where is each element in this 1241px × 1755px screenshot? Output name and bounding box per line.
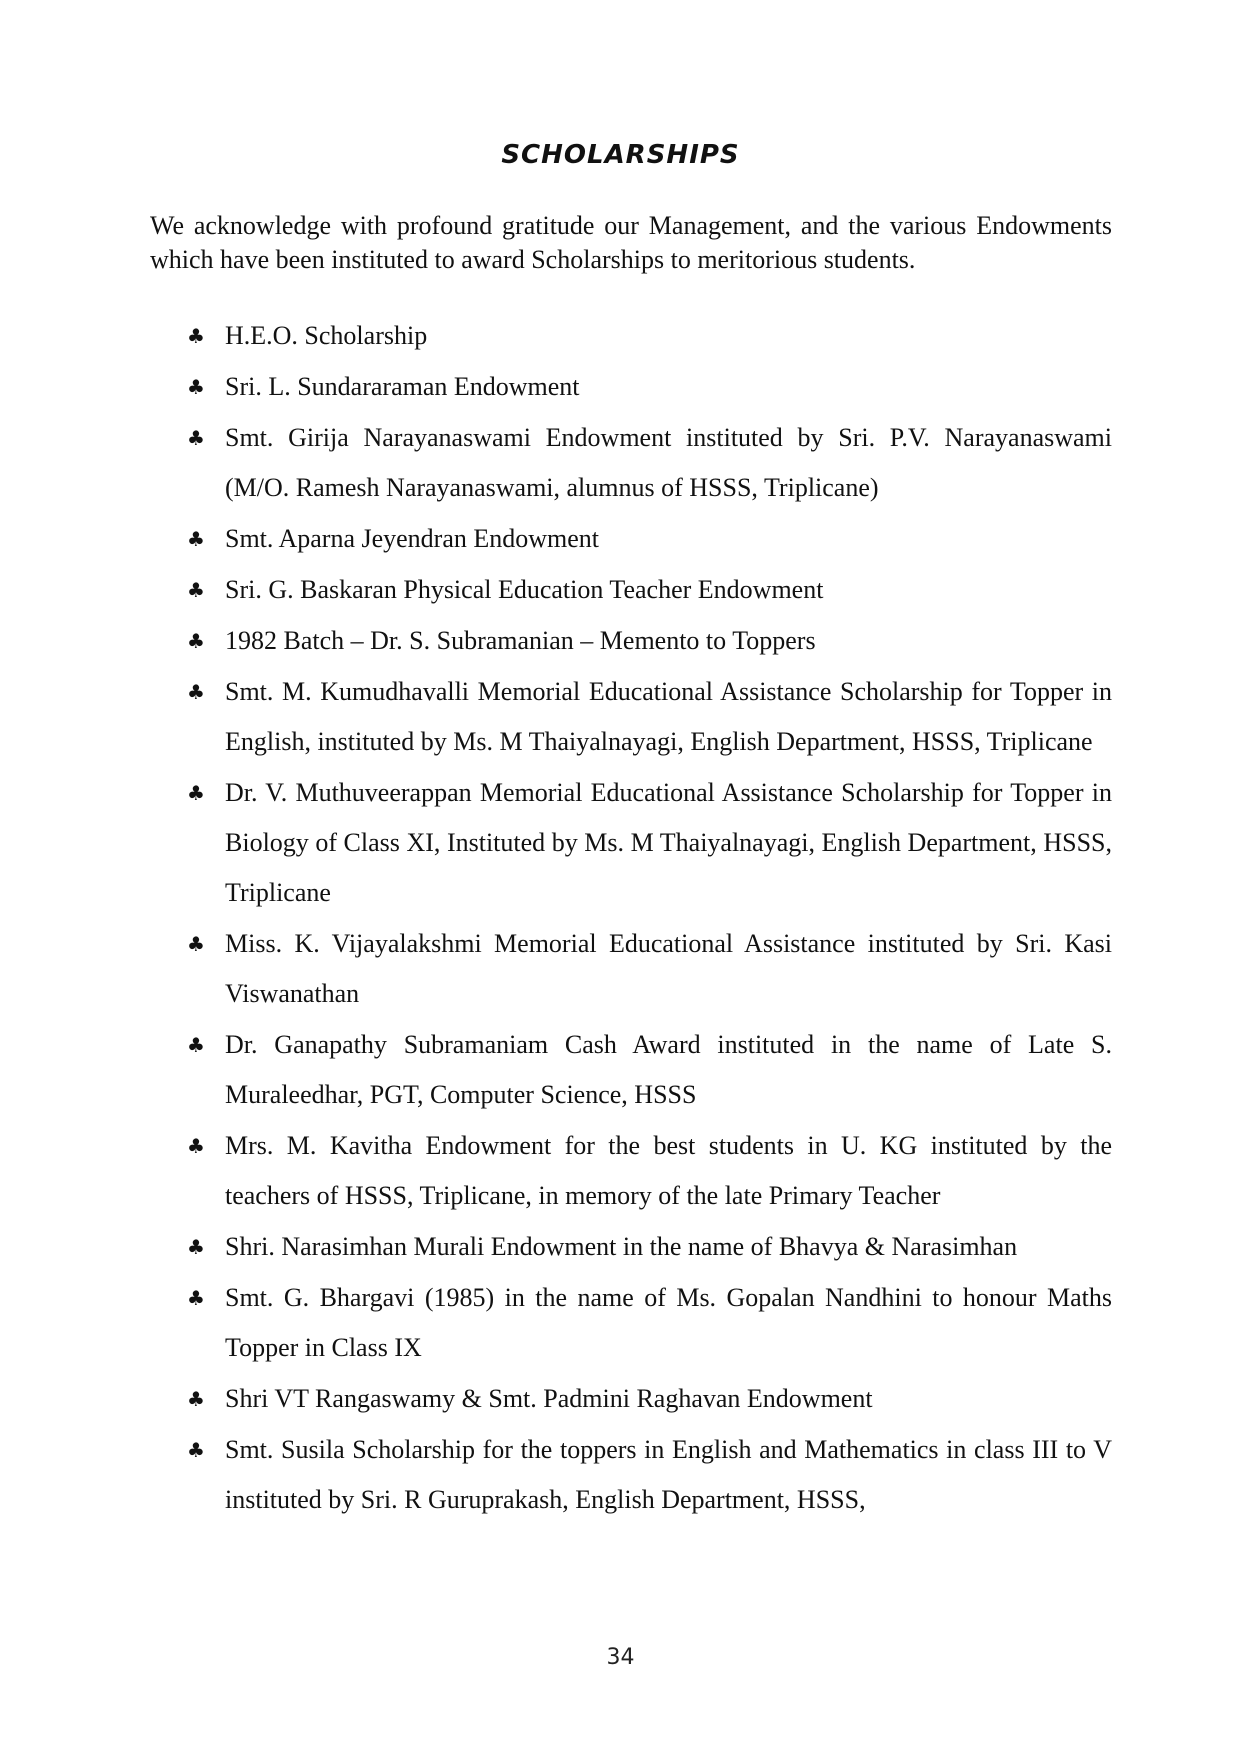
club-suit-icon: ♣ bbox=[187, 629, 205, 653]
list-item-text: 1982 Batch – Dr. S. Subramanian – Memento to Toppers bbox=[225, 626, 816, 655]
list-item-text: Smt. M. Kumudhavalli Memorial Educational Assistance Scholarship for Topper in English, instituted by Ms. M Thaiyalnayagi, English Department, HSSS, Triplicane bbox=[225, 677, 1112, 756]
intro-paragraph: We acknowledge with profound gratitude our Management, and the various Endowments which have been instituted to award Scholarships to meritorious students. bbox=[150, 211, 1112, 274]
club-suit-icon: ♣ bbox=[187, 1134, 205, 1158]
list-item-text: Smt. Girija Narayanaswami Endowment instituted by Sri. P.V. Narayanaswami (M/O. Ramesh Narayanaswami, alumnus of HSSS, Triplicane) bbox=[225, 423, 1112, 502]
club-suit-icon: ♣ bbox=[187, 426, 205, 450]
list-item bbox=[150, 362, 1112, 412]
list-item bbox=[150, 768, 1112, 918]
club-suit-icon: ♣ bbox=[187, 680, 205, 704]
club-suit-icon: ♣ bbox=[187, 1033, 205, 1057]
club-suit-icon: ♣ bbox=[187, 375, 205, 399]
list-item bbox=[150, 1222, 1112, 1272]
list-item-text: H.E.O. Scholarship bbox=[225, 321, 428, 350]
list-item bbox=[150, 311, 1112, 361]
club-suit-icon: ♣ bbox=[187, 1286, 205, 1310]
list-item-text: Dr. Ganapathy Subramaniam Cash Award instituted in the name of Late S. Muraleedhar, PGT, Computer Science, HSSS bbox=[225, 1030, 1112, 1109]
club-suit-icon: ♣ bbox=[187, 527, 205, 551]
list-item bbox=[150, 1425, 1112, 1525]
list-item bbox=[150, 514, 1112, 564]
club-suit-icon: ♣ bbox=[187, 1438, 205, 1462]
page-number: 34 bbox=[606, 1645, 635, 1670]
club-suit-icon: ♣ bbox=[187, 932, 205, 956]
club-suit-icon: ♣ bbox=[187, 781, 205, 805]
scholarship-list bbox=[150, 311, 1112, 1526]
list-item-text: Dr. V. Muthuveerappan Memorial Educational Assistance Scholarship for Topper in Biology of Class XI, Instituted by Ms. M Thaiyalnayagi, English Department, HSSS, Triplicane bbox=[225, 778, 1112, 907]
page-title: SCHOLARSHIPS bbox=[501, 140, 740, 170]
club-suit-icon: ♣ bbox=[187, 1387, 205, 1411]
list-item bbox=[150, 1374, 1112, 1424]
list-item-text: Smt. Aparna Jeyendran Endowment bbox=[225, 524, 600, 553]
list-item-text: Shri VT Rangaswamy & Smt. Padmini Raghavan Endowment bbox=[225, 1384, 873, 1413]
club-suit-icon: ♣ bbox=[187, 324, 205, 348]
list-item bbox=[150, 667, 1112, 767]
club-suit-icon: ♣ bbox=[187, 578, 205, 602]
list-item-text: Miss. K. Vijayalakshmi Memorial Educational Assistance instituted by Sri. Kasi Viswanathan bbox=[225, 929, 1112, 1008]
list-item-text: Smt. G. Bhargavi (1985) in the name of Ms. Gopalan Nandhini to honour Maths Topper in Class IX bbox=[225, 1283, 1112, 1362]
list-item-text: Mrs. M. Kavitha Endowment for the best students in U. KG instituted by the teachers of HSSS, Triplicane, in memory of the late Primary Teacher bbox=[225, 1131, 1112, 1210]
list-item-text: Sri. L. Sundararaman Endowment bbox=[225, 372, 580, 401]
list-item-text: Sri. G. Baskaran Physical Education Teacher Endowment bbox=[225, 575, 824, 604]
list-item bbox=[150, 1121, 1112, 1221]
list-item bbox=[150, 1273, 1112, 1373]
list-item bbox=[150, 919, 1112, 1019]
club-suit-icon: ♣ bbox=[187, 1235, 205, 1259]
list-item bbox=[150, 1020, 1112, 1120]
list-item-text: Shri. Narasimhan Murali Endowment in the name of Bhavya & Narasimhan bbox=[225, 1232, 1018, 1261]
list-item bbox=[150, 616, 1112, 666]
list-item bbox=[150, 413, 1112, 513]
list-item-text: Smt. Susila Scholarship for the toppers in English and Mathematics in class III to V instituted by Sri. R Guruprakash, English Department, HSSS, bbox=[225, 1435, 1112, 1514]
list-item bbox=[150, 565, 1112, 615]
